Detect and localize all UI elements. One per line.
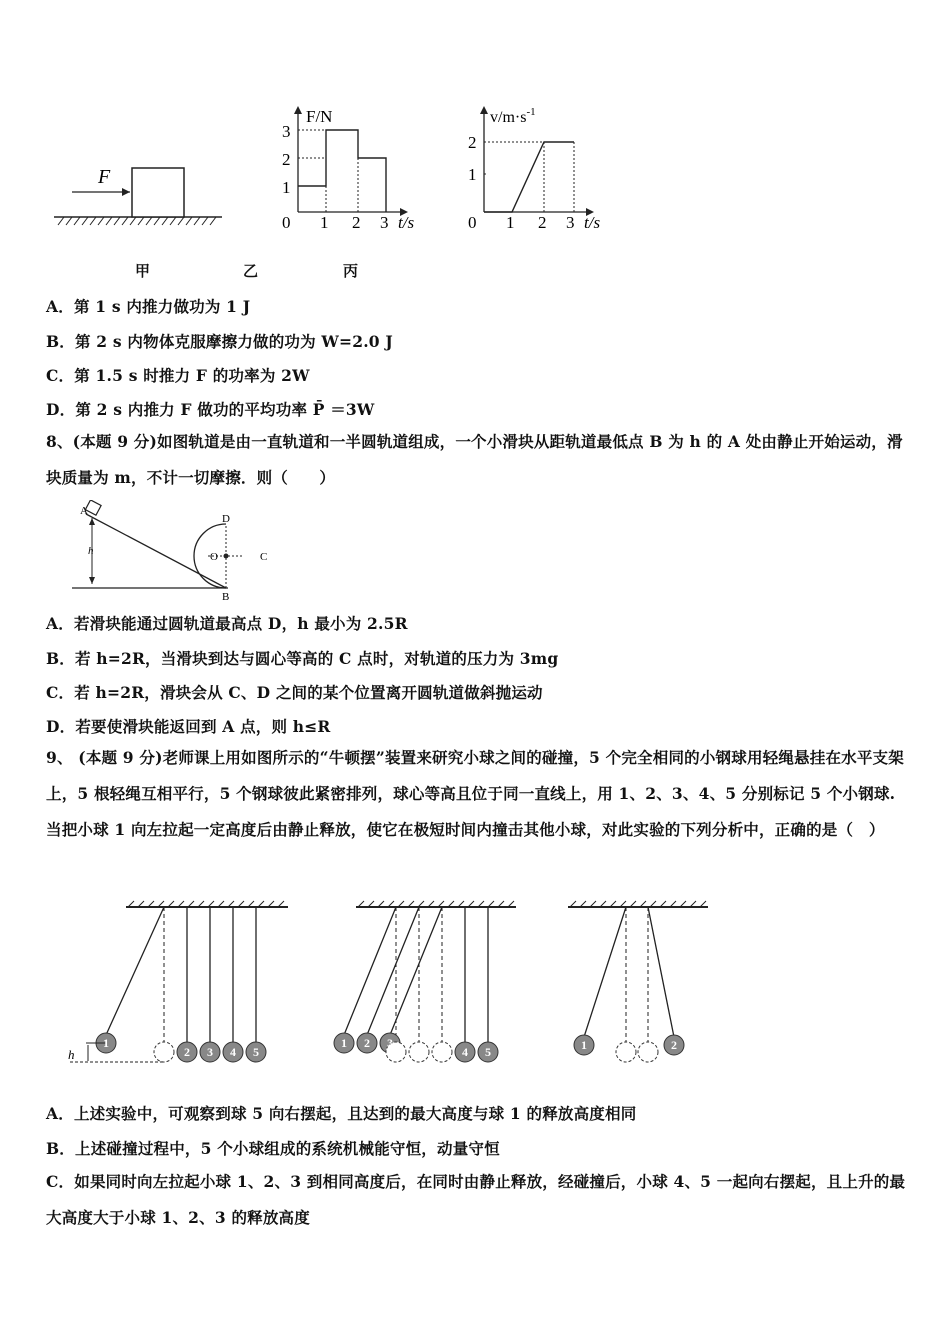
- label-h: h: [88, 545, 94, 557]
- label-c: C: [260, 551, 268, 563]
- q8-option-c: C．若 h=2R，滑块会从 C、D 之间的某个位置离开圆轨道做斜抛运动: [46, 683, 543, 702]
- yi-x-axis-label: t/s: [398, 213, 415, 232]
- figure-bing: [462, 100, 622, 238]
- caption-jia: 甲: [135, 262, 151, 280]
- label-h: h: [68, 1047, 75, 1062]
- yi-y-tick: 1: [282, 178, 291, 197]
- yi-x-tick: 2: [352, 213, 361, 232]
- ball-label: 1: [103, 1036, 109, 1050]
- q8-option-a: A．若滑块能通过圆轨道最高点 D，h 最小为 2.5R: [46, 614, 408, 633]
- ball-label: 2: [184, 1045, 190, 1059]
- ball-label: 5: [253, 1045, 259, 1059]
- block: [132, 168, 184, 217]
- ball-label: 5: [485, 1045, 491, 1059]
- ball-label: 4: [230, 1045, 236, 1059]
- q8-option-d: D．若要使滑块能返回到 A 点，则 h≤R: [46, 717, 331, 736]
- bing-x-tick: 3: [566, 213, 575, 232]
- q8-option-b: B．若 h=2R，当滑块到达与圆心等高的 C 点时，对轨道的压力为 3mg: [46, 649, 559, 668]
- bing-x-tick: 1: [506, 213, 515, 232]
- q7-option-d: D．第 2 s 内推力 F 做功的平均功率 P̄ ＝3W: [46, 400, 375, 419]
- label-d: D: [222, 513, 230, 525]
- yi-x-tick: 1: [320, 213, 329, 232]
- cradle-panel-2: [334, 901, 516, 1062]
- bing-y-axis-label: $v/m\cdot s^{-1}$: [490, 106, 536, 126]
- label-a: A: [80, 505, 88, 517]
- cradle-panel-1: [68, 901, 288, 1062]
- yi-x-tick: 3: [380, 213, 389, 232]
- bing-x-axis-label: t/s: [584, 213, 601, 232]
- yi-y-tick: 3: [282, 122, 291, 141]
- caption-bing: 丙: [343, 262, 359, 280]
- newtons-cradle-figure: [56, 895, 726, 1085]
- force-label: F: [98, 166, 111, 188]
- q8-stem: 8、(本题 9 分)如图轨道是由一直轨道和一半圆轨道组成，一个小滑块从距轨道最低点 B 为 h 的 A 处由静止开始运动，滑块质量为 m，不计一切摩擦．则（ ）: [46, 432, 903, 487]
- caption-yi: 乙: [243, 262, 259, 280]
- figure-jia: [50, 155, 230, 235]
- ball-label: 3: [387, 1036, 393, 1050]
- ball-label: 3: [207, 1045, 213, 1059]
- figure-yi: [276, 100, 436, 238]
- q7-option-c: C．第 1.5 s 时推力 F 的功率为 2W: [46, 366, 310, 385]
- label-b: B: [222, 591, 230, 603]
- yi-origin: 0: [282, 213, 291, 232]
- bing-x-tick: 2: [538, 213, 547, 232]
- ball-label: 4: [462, 1045, 468, 1059]
- ball-label: 1: [581, 1038, 587, 1052]
- ball-label: 2: [671, 1038, 677, 1052]
- q7-option-a: A．第 1 s 内推力做功为 1 J: [46, 297, 251, 316]
- q7-option-b: B．第 2 s 内物体克服摩擦力做的功为 W=2.0 J: [46, 332, 393, 351]
- yi-force-curve: [298, 130, 386, 212]
- bing-velocity-curve: [484, 142, 574, 212]
- yi-y-tick: 2: [282, 150, 291, 169]
- yi-y-axis-label: F/N: [306, 107, 333, 126]
- ball-label: 2: [364, 1036, 370, 1050]
- q9-stem: 9、 (本题 9 分)老师课上用如图所示的“牛顿摆”装置来研究小球之间的碰撞，5 个完全相同的小钢球用轻绳悬挂在水平支架上，5 根轻绳互相平行，5 个钢球彼此紧密排列，球心等高且位于同一直线上，用 1、2、3、4、5 分别标记 5 个小钢球. 当把小球 1 向左拉起一定高度后由静止释放，使它在极短时间内撞击其他小球，对此实验的下列分析中，正确的是（ ）: [46, 748, 904, 839]
- q9-option-a: A．上述实验中，可观察到球 5 向右摆起，且达到的最大高度与球 1 的释放高度相同: [46, 1104, 637, 1123]
- q8-track-figure: [68, 500, 268, 604]
- label-o: O: [210, 551, 218, 563]
- ball-label: 1: [341, 1036, 347, 1050]
- cradle-panel-3: [568, 901, 708, 1062]
- q9-option-c: C．如果同时向左拉起小球 1、2、3 到相同高度后，在同时由静止释放，经碰撞后，小球 4、5 一起向右摆起，且上升的最大高度大于小球 1、2、3 的释放高度: [46, 1172, 906, 1227]
- bing-y-tick: 1: [468, 165, 477, 184]
- bing-y-tick: 2: [468, 133, 477, 152]
- q9-option-b: B．上述碰撞过程中，5 个小球组成的系统机械能守恒，动量守恒: [46, 1139, 500, 1158]
- bing-origin: 0: [468, 213, 477, 232]
